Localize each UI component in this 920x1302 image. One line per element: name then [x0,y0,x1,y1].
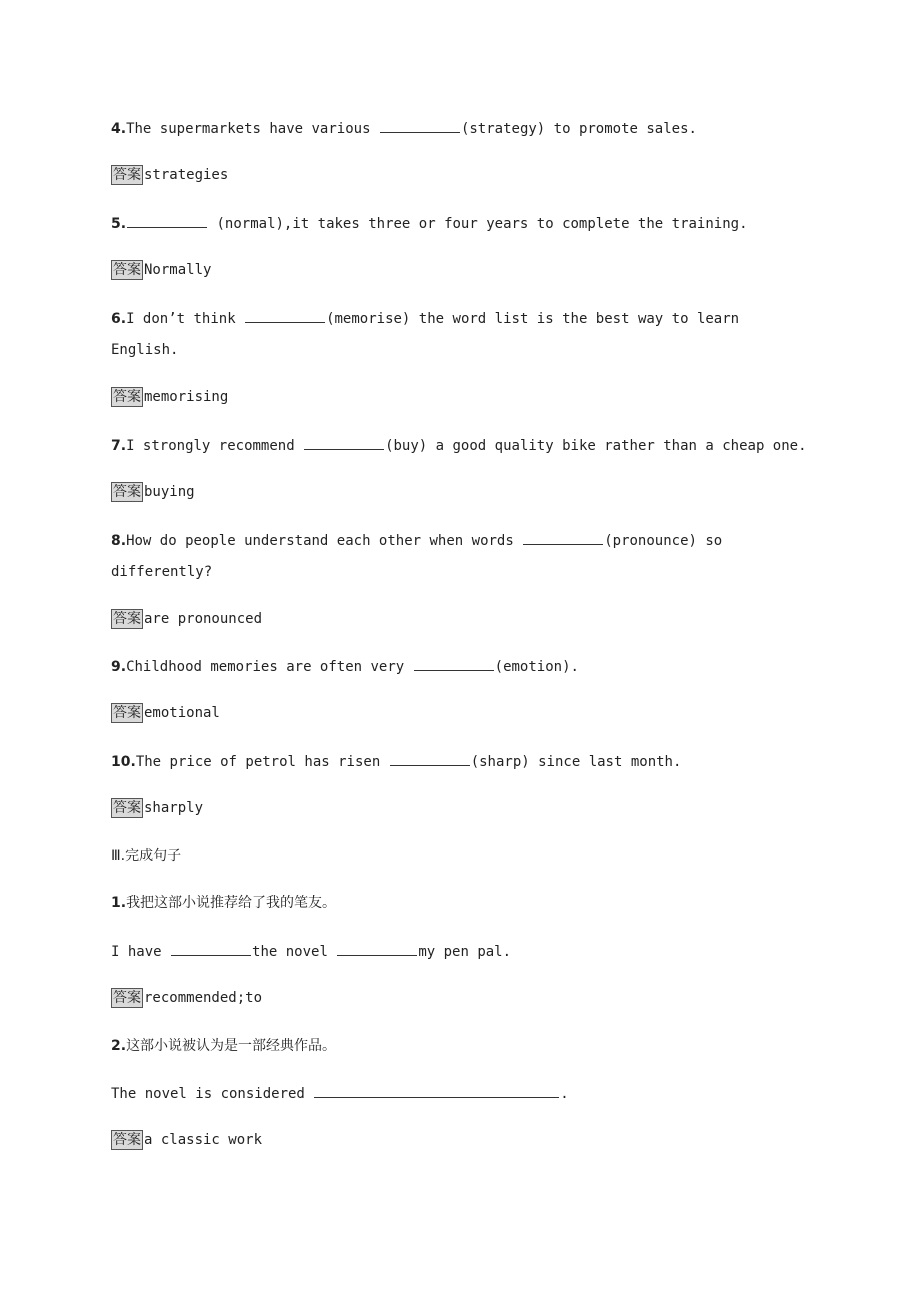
answer-s1 [111,988,262,1008]
question-6-cont: English. [111,342,179,358]
answer-blank [337,941,417,956]
question-number: 9. [111,659,127,675]
question-text: (normal),it takes three or four years to complete the training. [208,216,748,232]
answer-10 [111,798,203,818]
sentence-text: my pen pal. [418,944,512,960]
answer-7 [111,482,195,502]
question-text: The price of petrol has risen [135,754,389,770]
question-number: 7. [111,438,127,454]
question-text: (strategy) to promote sales. [460,121,697,137]
question-6 [111,308,739,329]
sentence-text: The novel is considered [111,1086,314,1102]
question-text: (pronounce) so [604,533,723,549]
answer-text: are pronounced [144,611,263,627]
answer-6 [111,387,228,407]
question-7 [111,435,807,456]
answer-text: strategies [144,167,229,183]
question-text: Childhood memories are often very [126,659,413,675]
question-9 [111,656,579,677]
question-4 [111,118,697,139]
answer-8 [111,609,262,629]
answer-text: a classic work [144,1132,263,1148]
sentence-2-english [111,1083,569,1104]
answer-s2 [111,1130,262,1150]
sentence-1-english [111,941,511,962]
answer-label: 答案 [113,262,141,278]
sentence-text: the novel [252,944,337,960]
question-number: 5. [111,216,127,232]
answer-blank [127,213,207,228]
answer-blank [414,656,494,671]
question-8 [111,530,722,551]
question-number: 1. [111,895,127,911]
question-number: 8. [111,533,127,549]
question-text: I don’t think [126,311,245,327]
sentence-1-chinese [111,893,336,913]
answer-blank [304,435,384,450]
chinese-text: 这部小说被认为是一部经典作品。 [126,1038,337,1054]
answer-blank [245,308,325,323]
answer-label: 答案 [113,990,141,1006]
answer-label: 答案 [113,611,141,627]
answer-blank [171,941,251,956]
answer-label: 答案 [113,800,141,816]
answer-label: 答案 [113,389,141,405]
answer-5 [111,260,211,280]
question-number: 10. [111,754,136,770]
answer-label: 答案 [113,705,141,721]
chinese-text: 我把这部小说推荐给了我的笔友。 [126,895,337,911]
question-number: 2. [111,1038,127,1054]
question-text: I strongly recommend [126,438,304,454]
answer-9 [111,703,220,723]
sentence-text: . [560,1086,569,1102]
answer-label: 答案 [113,484,141,500]
answer-label: 答案 [113,167,141,183]
question-text: The supermarkets have various [126,121,379,137]
question-text: (sharp) since last month. [470,754,682,770]
sentence-2-chinese [111,1036,336,1056]
answer-text: emotional [144,705,220,721]
answer-text: sharply [144,800,204,816]
answer-4 [111,165,228,185]
answer-text: buying [144,484,195,500]
question-text: (emotion). [494,659,579,675]
answer-blank [523,530,603,545]
question-8-cont: differently? [111,564,213,580]
question-text: (memorise) the word list is the best way to learn [326,311,740,327]
answer-text: memorising [144,389,229,405]
section-heading: Ⅲ.完成句子 [111,848,182,864]
question-number: 6. [111,311,127,327]
question-text: How do people understand each other when words [126,533,523,549]
answer-blank [380,118,460,133]
question-text: (buy) a good quality bike rather than a cheap one. [385,438,807,454]
answer-text: recommended;to [144,990,263,1006]
question-10 [111,751,681,772]
answer-blank [314,1083,559,1098]
question-number: 4. [111,121,127,137]
answer-label: 答案 [113,1132,141,1148]
answer-blank [390,751,470,766]
sentence-text: I have [111,944,171,960]
answer-text: Normally [144,262,212,278]
question-5 [111,213,748,234]
